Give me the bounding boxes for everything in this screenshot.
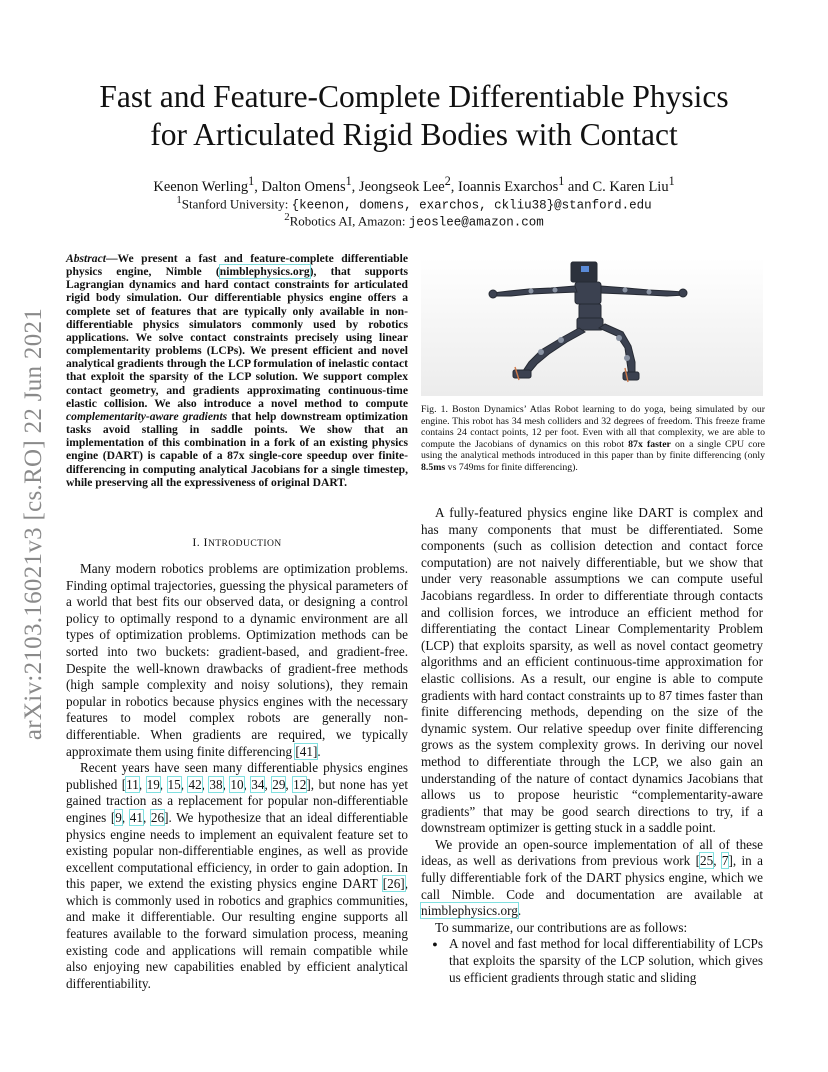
contribution-text: A novel and fast method for local differentiability of LCPs that exploits the sparsity of the LCP solution, which gives us efficient gradients through static and sliding	[449, 936, 763, 985]
citation-link[interactable]: 12	[293, 776, 307, 792]
figure-atlas-robot	[421, 258, 763, 396]
author-name: Keenon Werling	[153, 178, 249, 195]
abstract-text-part: that help downstream optimization tasks avoid stalling in saddle points. We show that an implementation of this combination in a fork of an existing physics engine (DART) is capable of a 87x single-core speedup over finite-differencing in computing analytical Jacobians for a single timestep, while preserving all the expressiveness of original DART.	[66, 409, 408, 489]
author-affiliation-mark: 1	[248, 174, 255, 188]
citation-link[interactable]: 19	[146, 776, 160, 792]
section-number: I. I	[192, 535, 208, 549]
paragraph-text: Recent years have seen many differentiable physics engines published	[66, 760, 408, 792]
paragraph-text: , but none has yet gained traction as a replacement for popular non-differentiable engines	[66, 776, 409, 825]
nimble-link[interactable]: nimblephysics.org	[219, 265, 310, 279]
section-title: NTRODUCTION	[207, 538, 282, 549]
paragraph-text: , which is commonly used in robotics and graphics communities, and make it differentiable. Our resulting engine supports all features available to the forward simulation process, meaning existing code and applications will remain compatible while also enjoying new capabilities enabled by efficient analytical differentiability.	[66, 876, 408, 991]
citation-link[interactable]: 41	[129, 809, 143, 825]
affiliation-email: {keenon, domens, exarchos, ckliu38}@stanford.edu	[291, 198, 652, 213]
affiliation-mark: 1	[176, 194, 182, 206]
affiliation-name: Stanford University:	[181, 196, 292, 212]
bullet-icon: ●	[432, 939, 438, 950]
intro-column-2	[421, 505, 763, 986]
citation-link[interactable]: 25	[700, 853, 714, 869]
arxiv-identifier: arXiv:2103.16021v3 [cs.RO] 22 Jun 2021	[20, 307, 47, 741]
arxiv-stamp	[14, 292, 54, 757]
caption-text: Boston Dynamics’ Atlas Robot learning to do yoga, being simulated by our engine. This robot has 34 mesh colliders and 32 degrees of freedom. This freeze frame contains 24 contact points, 12 per foot. Even with all that complexity, we are able to compute the Jacobians of dynamics on this robot	[421, 404, 765, 450]
col2-paragraph-1: A fully-featured physics engine like DART is complex and has many components that must be differentiated. Some components (such as collision detection and contact force computation) are not naively differentiable, but we show that under very reasonable assumptions we can compute useful Jacobians regardless. In order to differentiate through contacts and collision forces, we introduce an efficient method for differentiating the contact Linear Complementarity Problem (LCP) that exploits sparsity, as well as novel contact geometry algorithms and an efficient continuous-time approximation for elastic collisions. As a result, our engine is able to compute gradients with hard contact constraints up to 87 times faster than finite differencing methods, depending on the size of the dynamic system. Our relative speedup over finite differencing grows as the system complexity grows. In deriving our novel method to differentiate through the LCP, we also gain an understanding of the nature of contact dynamics Jacobians that allows us to propose heuristic “complementarity-aware gradients” that may be good search directions to try, if a downstream optimizer is getting stuck in a saddle point.	[421, 505, 763, 836]
caption-text: vs 749ms for finite differencing).	[445, 461, 578, 473]
intro-paragraph-1: Many modern robotics problems are optimization problems. Finding optimal trajectories, guessing the physical parameters of a world that best fits our observed data, or designing a control policy to optimally respond to a dynamic environment are all types of optimization problems. Optimization methods can be sorted into two buckets: gradient-based, and gradient-free. Despite the well-known drawbacks of gradient-free methods (high sample complexity and noisy solutions), they remain popular in robotics because physics engines with the necessary features to model complex robots are generally non-differentiable. When gradients are required, we typically approximate them using finite differencing [41].	[66, 561, 408, 759]
abstract-text-part: —We present a fast and feature-complete differentiable physics engine, Nimble (	[66, 252, 408, 279]
paragraph-text: . We hypothesize that an ideal differentiable physics engine needs to implement an equivalent feature set to existing popular non-differentiable engines, as well as provide excellent computational efficiency, in order to gain adoption. In this paper, we extend the existing physics engine DART	[66, 809, 409, 892]
affiliation-name: Robotics AI, Amazon:	[289, 213, 409, 229]
citation-link[interactable]: 38	[209, 776, 223, 792]
paragraph-text: Many modern robotics problems are optimization problems. Finding optimal trajectories, guessing the physical parameters of a world that best fits our observed data, or designing a control policy to optimally respond to a dynamic environment are all types of optimization problems. Optimization methods can be sorted into two buckets: gradient-based, and gradient-free. Despite the well-known drawbacks of gradient-free methods (high sample complexity and noisy solutions), they remain popular in robotics because physics engines with the necessary features to model complex robots are generally non-differentiable. When gradients are required, we typically approximate them using finite differencing	[66, 561, 408, 759]
abstract-emphasis: complementarity-aware gradients	[66, 409, 228, 423]
citation-link[interactable]: 29	[272, 776, 286, 792]
caption-emphasis: 8.5ms	[421, 461, 446, 473]
paragraph-text: We provide an open-source implementation of all of these ideas, as well as derivations from previous work	[421, 836, 763, 869]
citation-link[interactable]: 15	[167, 776, 181, 792]
citation-link[interactable]: 9	[115, 809, 122, 825]
abstract-text-part: ), that supports Lagrangian dynamics and hard contact constraints for articulated rigid body simulation. Our differentiable physics engine offers a complete set of features that are typically only available in non-differentiable physics simulators commonly used by robotics applications. We solve contact constraints precisely using linear complementarity problems (LCPs). We present efficient and novel analytical gradients through the LCP formulation of inelastic contact that exploit the sparsity of the LCP solution. We support complex contact geometry, and gradients approximating continuous-time elastic collision. We also introduce a novel method to compute	[66, 265, 408, 410]
citation-link[interactable]: 10	[230, 776, 244, 792]
col2-paragraph-3: To summarize, our contributions are as follows:	[435, 919, 688, 935]
citation-link[interactable]: 42	[188, 776, 202, 792]
abstract-label: Abstract	[66, 252, 106, 265]
author-name: and C. Karen Liu	[564, 178, 669, 195]
affiliation-email: jeoslee@amazon.com	[408, 215, 544, 230]
citation-link[interactable]: [26]	[382, 876, 405, 892]
citation-link[interactable]: 7	[721, 853, 729, 869]
col2-paragraph-2: We provide an open-source implementation of all of these ideas, as well as derivations from previous work [25, 7], in a fully differentiable fork of the DART physics engine, which we call Nimble. Code and documentation are available at nimblephysics.org.	[421, 836, 763, 919]
abstract-text	[66, 252, 408, 489]
affiliation-mark: 2	[284, 211, 290, 223]
paragraph-text: , in a fully differentiable fork of the DART physics engine, which we call Nimble. Code and documentation are available at	[421, 853, 763, 902]
caption-label: Fig. 1.	[421, 404, 448, 415]
author-affiliation-mark: 2	[444, 174, 451, 188]
author-affiliation-mark: 1	[558, 174, 565, 188]
citation-link[interactable]: 11	[126, 776, 139, 792]
nimble-link[interactable]: nimblephysics.org	[421, 903, 518, 919]
author-affiliation-mark: 1	[345, 174, 352, 188]
intro-column-1	[66, 561, 408, 992]
contribution-list-item	[421, 936, 763, 986]
caption-emphasis: 87x faster	[628, 438, 671, 450]
title-line-2: for Articulated Rigid Bodies with Contact	[150, 117, 678, 152]
paper-title	[60, 78, 768, 154]
citation-link[interactable]: 26	[150, 809, 165, 825]
author-name: , Jeongseok Lee	[351, 178, 445, 195]
figure-caption	[421, 404, 765, 474]
author-name: , Dalton Omens	[254, 178, 346, 195]
title-line-1: Fast and Feature-Complete Differentiable Physics	[99, 79, 729, 114]
atlas-robot-illustration	[421, 258, 763, 396]
caption-text: on a single CPU core using the analytical methods introduced in this paper than by finite differencing (only	[421, 438, 765, 462]
author-name: , Ioannis Exarchos	[450, 178, 559, 195]
author-affiliation-mark: 1	[668, 174, 675, 188]
citation-link[interactable]: 34	[251, 776, 265, 792]
citation-link[interactable]: [41]	[295, 743, 318, 759]
abstract	[66, 252, 408, 489]
affiliation-2	[60, 209, 768, 230]
section-heading	[66, 535, 408, 550]
intro-paragraph-2: Recent years have seen many differentiable physics engines published [11, 19, 15, 42, 38, 10, 34, 29, 12], but none has yet gained traction as a replacement for popular non-differentiable engines [9, 41, 26]. We hypothesize that an ideal differentiable physics engine needs to implement an equivalent feature set to existing popular non-differentiable engines, as well as provide excellent computational efficiency, in order to gain adoption. In this paper, we extend the existing physics engine DART [26], which is commonly used in robotics and graphics communities, and make it differentiable. Our resulting engine supports all features available to the forward simulation process, meaning existing code and applications will remain compatible while also enjoying new capabilities enabled by efficient analytical differentiability.	[66, 760, 409, 991]
